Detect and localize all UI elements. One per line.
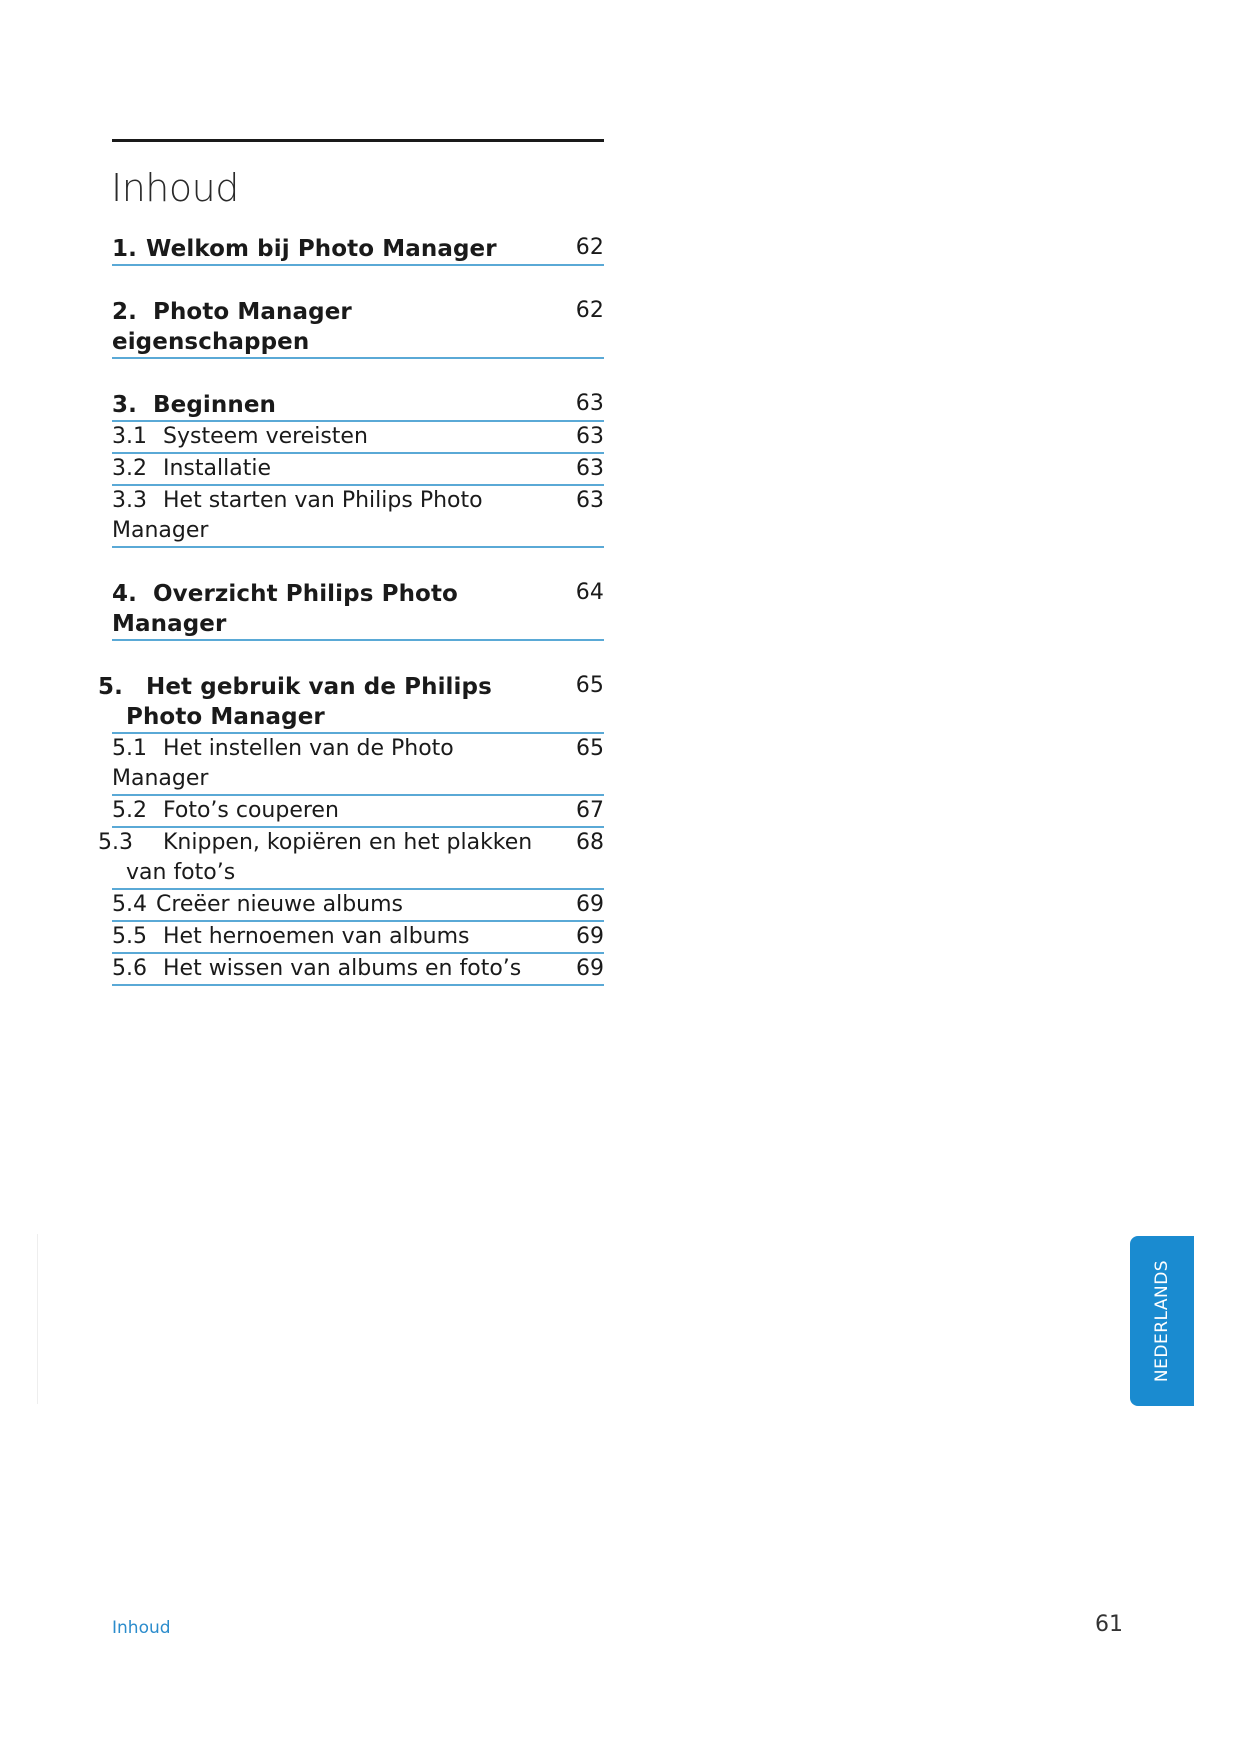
toc-page-number: 68: [576, 830, 604, 855]
toc-group-2: [112, 296, 604, 359]
toc-section-title: Foto’s couperen: [163, 798, 339, 823]
toc-section-number: 5.1: [112, 736, 147, 761]
top-rule: [112, 139, 604, 142]
toc-section-5-2[interactable]: [112, 796, 604, 828]
toc-section-number: 3.1: [112, 424, 147, 449]
toc-chapter-3[interactable]: [112, 389, 604, 422]
toc-page-number: 69: [576, 956, 604, 981]
language-tab-label: NEDERLANDS: [1152, 1259, 1173, 1383]
toc-chapter-1[interactable]: [112, 233, 604, 266]
toc-chapter-number: 5.: [98, 674, 123, 700]
toc-page-number: 62: [575, 235, 604, 260]
toc-section-title: Systeem vereisten: [163, 424, 368, 449]
toc-chapter-wrapped: [98, 672, 554, 732]
toc-chapter-title: Beginnen: [153, 392, 276, 418]
toc-section-5-3[interactable]: [98, 828, 604, 890]
margin-mark: [37, 1234, 38, 1404]
toc-section-title: Het instellen van de Photo Manager: [112, 736, 454, 791]
toc-section-title: Het wissen van albums en foto’s: [163, 956, 522, 981]
toc-chapter-5[interactable]: [98, 671, 604, 734]
toc-page-number: 65: [576, 736, 604, 761]
toc-page-number: 63: [576, 456, 604, 481]
table-of-contents: [98, 233, 604, 1016]
toc-section-title: Knippen, kopiëren en het plakken van foto’s: [126, 830, 533, 885]
toc-section-title: Installatie: [163, 456, 271, 481]
toc-section-5-5[interactable]: [112, 922, 604, 954]
toc-section-5-4[interactable]: [112, 890, 604, 922]
toc-section-title: Creëer nieuwe albums: [156, 892, 404, 917]
toc-section-title: Het starten van Philips Photo Manager: [112, 488, 483, 543]
toc-chapter-title: Photo Manager eigenschappen: [112, 299, 352, 355]
toc-page-number: 63: [576, 424, 604, 449]
toc-section-5-1[interactable]: [112, 734, 604, 796]
toc-page-number: 63: [576, 488, 604, 513]
toc-section-number: 5.4: [112, 892, 147, 917]
toc-chapter-title: Het gebruik van de Philips Photo Manager: [126, 674, 492, 730]
toc-section-3-2[interactable]: [112, 454, 604, 486]
toc-page-number: 64: [575, 580, 604, 605]
toc-page-number: 69: [576, 892, 604, 917]
toc-section-title: Het hernoemen van albums: [163, 924, 470, 949]
toc-section-number: 3.2: [112, 456, 147, 481]
toc-page-number: 65: [575, 673, 604, 698]
toc-chapter-number: 2.: [112, 299, 137, 325]
toc-chapter-title: Welkom bij Photo Manager: [146, 236, 497, 262]
toc-group-1: [112, 233, 604, 266]
toc-chapter-title: Overzicht Philips Photo Manager: [112, 581, 458, 637]
toc-section-3-1[interactable]: [112, 422, 604, 454]
footer-section-title: Inhoud: [112, 1618, 171, 1638]
toc-section-wrapped: [98, 828, 554, 888]
toc-page-number: 67: [576, 798, 604, 823]
toc-chapter-number: 4.: [112, 581, 137, 607]
page-title: Inhoud: [111, 166, 239, 210]
language-tab: [1130, 1236, 1194, 1406]
toc-section-number: 5.2: [112, 798, 147, 823]
toc-page-number: 63: [575, 391, 604, 416]
toc-section-number: 5.3: [98, 830, 133, 855]
toc-chapter-2[interactable]: [112, 296, 604, 359]
toc-section-3-3[interactable]: [112, 486, 604, 548]
toc-section-number: 5.6: [112, 956, 147, 981]
toc-group-5: [98, 671, 604, 986]
footer-page-number: 61: [1095, 1612, 1123, 1637]
toc-chapter-4[interactable]: [112, 578, 604, 641]
toc-page-number: 62: [575, 298, 604, 323]
toc-chapter-number: 3.: [112, 392, 137, 418]
toc-group-3: [112, 389, 604, 548]
toc-section-number: 3.3: [112, 488, 147, 513]
toc-page-number: 69: [576, 924, 604, 949]
toc-section-number: 5.5: [112, 924, 147, 949]
toc-section-5-6[interactable]: [112, 954, 604, 986]
toc-group-4: [112, 578, 604, 641]
toc-chapter-number: 1.: [112, 236, 137, 262]
